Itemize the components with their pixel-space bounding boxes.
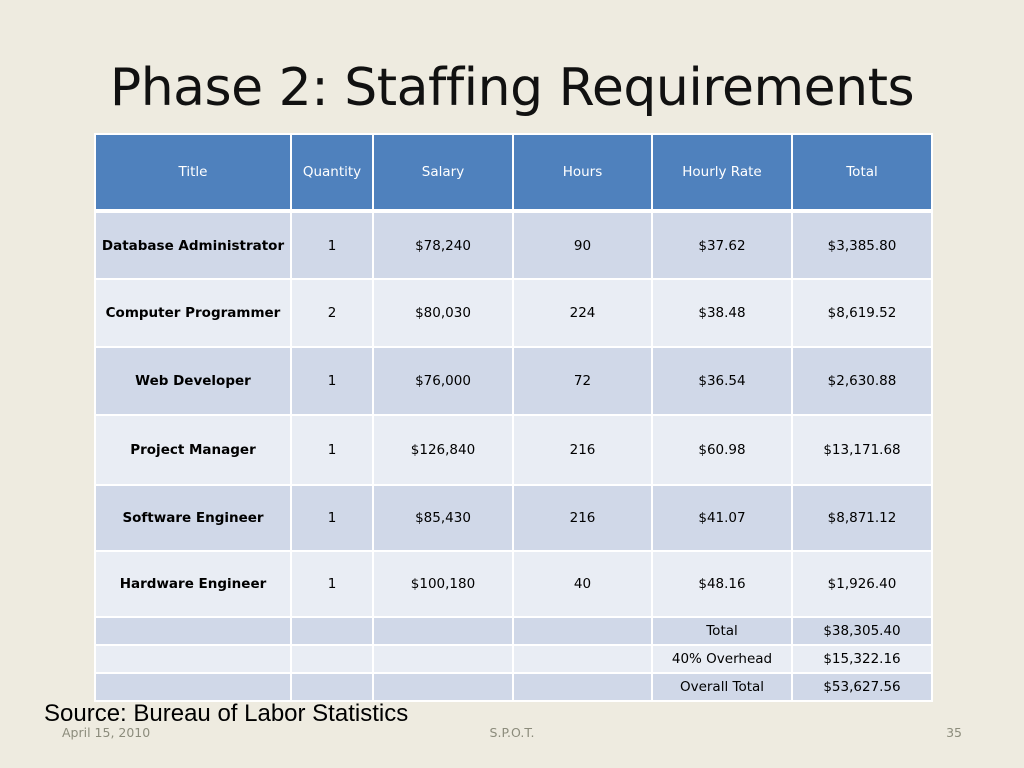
empty-cell	[373, 645, 513, 673]
empty-cell	[513, 617, 652, 645]
empty-cell	[95, 645, 291, 673]
cell-quantity: 1	[291, 415, 373, 485]
empty-cell	[513, 645, 652, 673]
empty-cell	[95, 617, 291, 645]
footer-date: April 15, 2010	[62, 725, 151, 740]
cell-total: $3,385.80	[792, 211, 932, 279]
cell-total: $8,871.12	[792, 485, 932, 551]
empty-cell	[291, 645, 373, 673]
summary-value: $53,627.56	[792, 673, 932, 701]
cell-hourly-rate: $38.48	[652, 279, 792, 347]
cell-title: Computer Programmer	[95, 279, 291, 347]
cell-salary: $100,180	[373, 551, 513, 617]
staffing-table	[94, 133, 933, 702]
cell-title: Database Administrator	[95, 211, 291, 279]
summary-row-total	[95, 617, 932, 645]
cell-quantity: 1	[291, 347, 373, 415]
cell-title: Hardware Engineer	[95, 551, 291, 617]
cell-salary: $85,430	[373, 485, 513, 551]
cell-hourly-rate: $60.98	[652, 415, 792, 485]
header-salary: Salary	[373, 134, 513, 211]
cell-title: Software Engineer	[95, 485, 291, 551]
empty-cell	[95, 673, 291, 701]
cell-title: Web Developer	[95, 347, 291, 415]
summary-row-overhead	[95, 645, 932, 673]
cell-hourly-rate: $37.62	[652, 211, 792, 279]
cell-total: $1,926.40	[792, 551, 932, 617]
header-quantity: Quantity	[291, 134, 373, 211]
empty-cell	[513, 673, 652, 701]
cell-total: $13,171.68	[792, 415, 932, 485]
cell-hours: 216	[513, 485, 652, 551]
summary-value: $38,305.40	[792, 617, 932, 645]
cell-hours: 90	[513, 211, 652, 279]
empty-cell	[373, 617, 513, 645]
cell-quantity: 1	[291, 551, 373, 617]
cell-hourly-rate: $36.54	[652, 347, 792, 415]
empty-cell	[291, 673, 373, 701]
summary-label: 40% Overhead	[652, 645, 792, 673]
cell-hours: 40	[513, 551, 652, 617]
summary-label: Total	[652, 617, 792, 645]
source-citation: Source: Bureau of Labor Statistics	[44, 700, 409, 727]
table-row	[95, 211, 932, 279]
cell-salary: $78,240	[373, 211, 513, 279]
table-header-row	[95, 134, 932, 211]
table-row	[95, 485, 932, 551]
header-title: Title	[95, 134, 291, 211]
cell-hourly-rate: $48.16	[652, 551, 792, 617]
cell-salary: $80,030	[373, 279, 513, 347]
cell-total: $2,630.88	[792, 347, 932, 415]
cell-quantity: 1	[291, 211, 373, 279]
cell-hours: 216	[513, 415, 652, 485]
header-total: Total	[792, 134, 932, 211]
summary-value: $15,322.16	[792, 645, 932, 673]
table-row	[95, 279, 932, 347]
cell-salary: $76,000	[373, 347, 513, 415]
slide-title: Phase 2: Staffing Requirements	[109, 58, 915, 118]
header-hourly-rate: Hourly Rate	[652, 134, 792, 211]
cell-quantity: 1	[291, 485, 373, 551]
table-row	[95, 347, 932, 415]
table-row	[95, 551, 932, 617]
cell-hourly-rate: $41.07	[652, 485, 792, 551]
summary-label: Overall Total	[652, 673, 792, 701]
footer-center: S.P.O.T.	[489, 725, 535, 740]
cell-salary: $126,840	[373, 415, 513, 485]
cell-quantity: 2	[291, 279, 373, 347]
page-number: 35	[946, 725, 962, 740]
header-hours: Hours	[513, 134, 652, 211]
cell-hours: 72	[513, 347, 652, 415]
empty-cell	[291, 617, 373, 645]
cell-hours: 224	[513, 279, 652, 347]
cell-total: $8,619.52	[792, 279, 932, 347]
cell-title: Project Manager	[95, 415, 291, 485]
empty-cell	[373, 673, 513, 701]
table-row	[95, 415, 932, 485]
summary-row-overall	[95, 673, 932, 701]
